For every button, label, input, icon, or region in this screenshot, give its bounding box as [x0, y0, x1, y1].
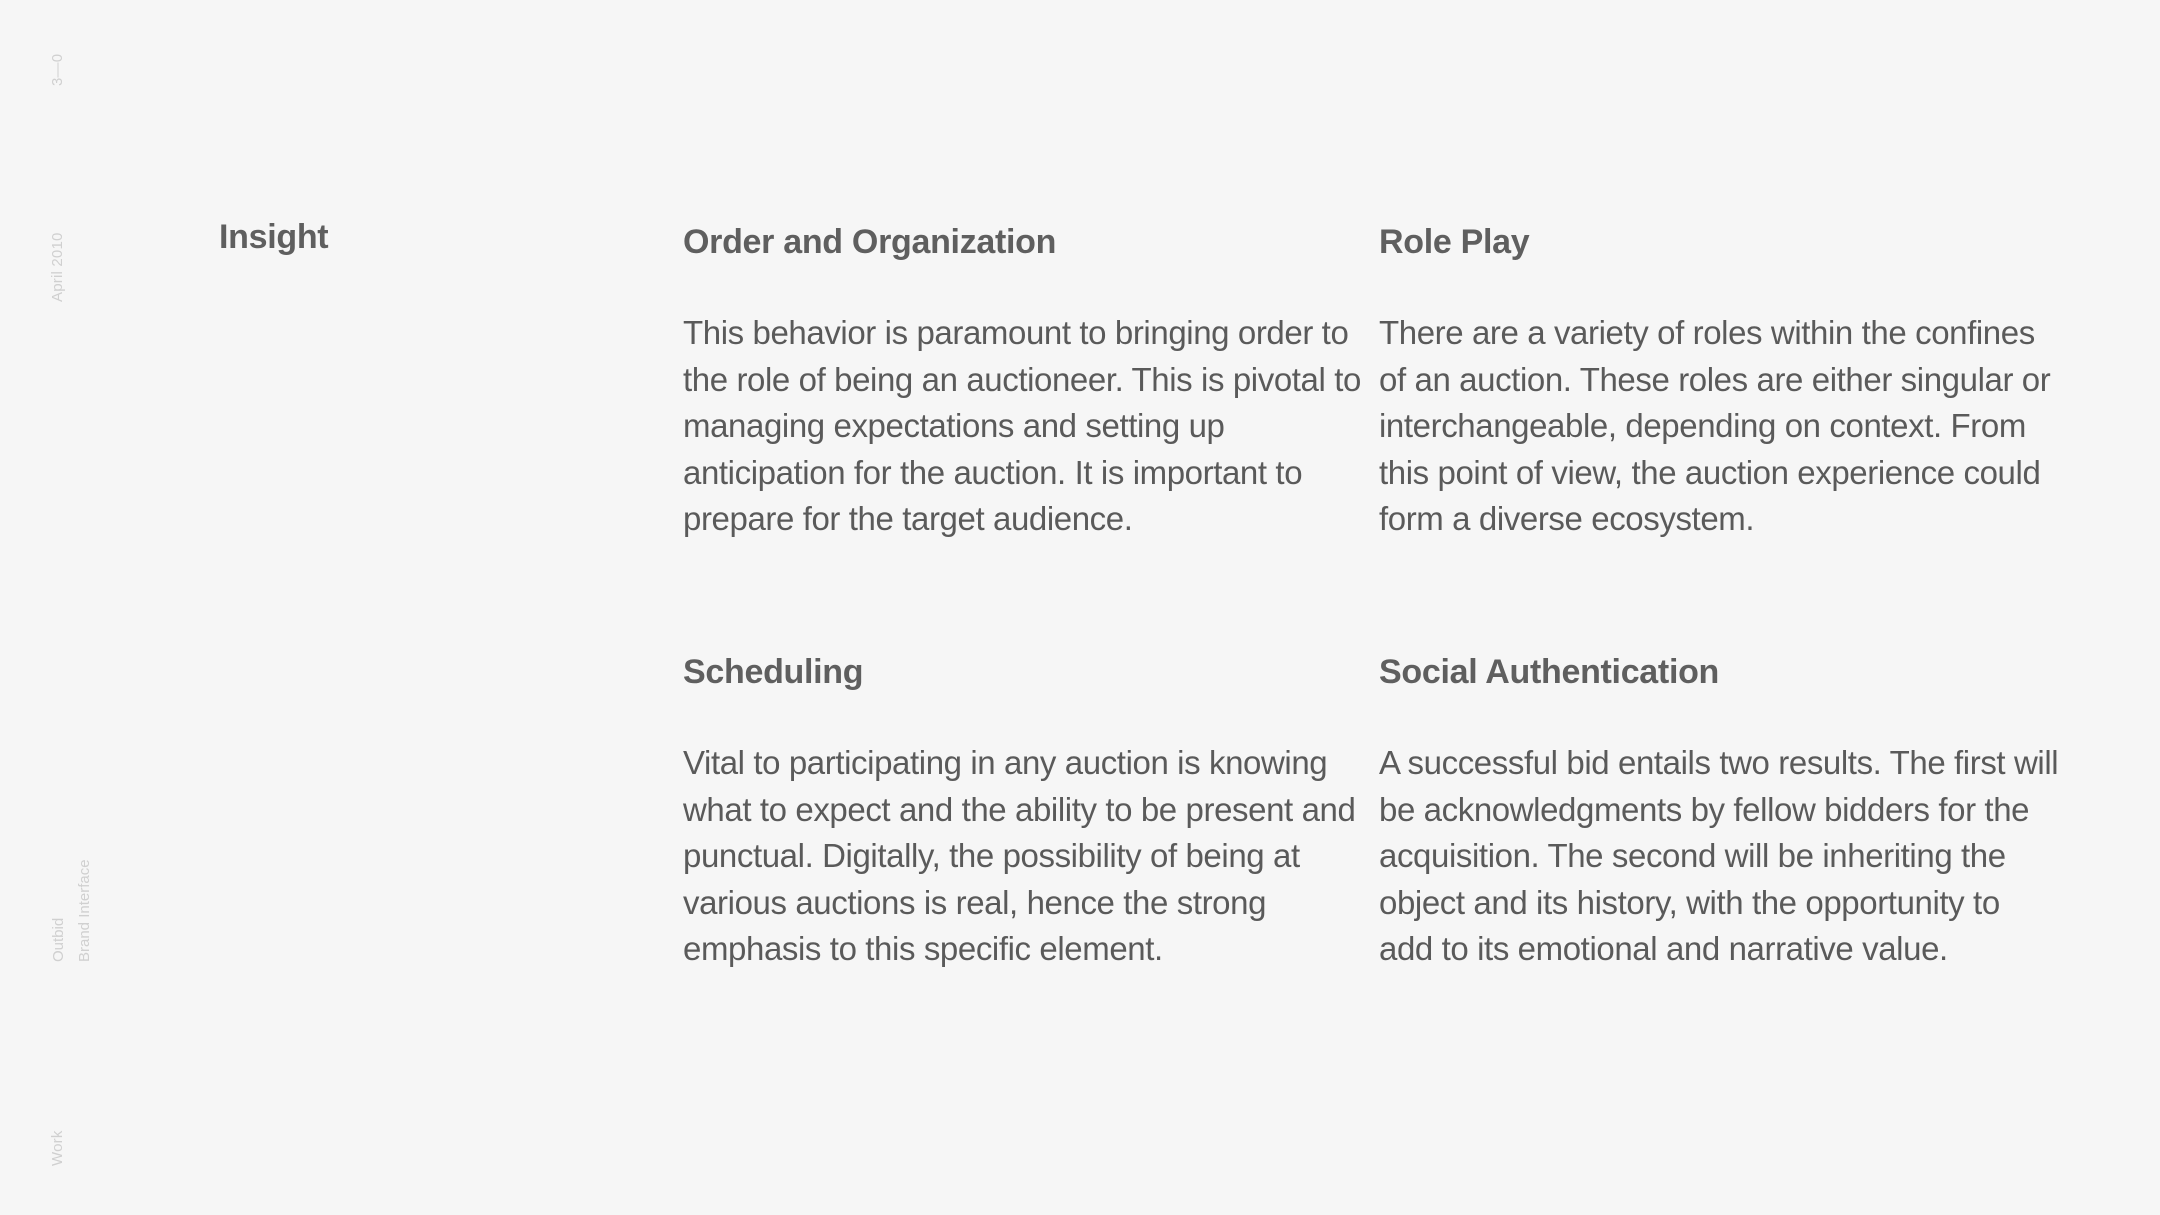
insight-block-scheduling [683, 648, 1363, 973]
date-label: April 2010 [49, 232, 66, 302]
project-name: Outbid [50, 917, 67, 962]
block-body: Vital to participating in any auction is knowing what to expect and the ability to be present and punctual. Digitally, the possibility of being at various auctions is real, hence the strong emphasis to this specific element. [683, 744, 1356, 967]
category-label: Work [49, 1130, 66, 1166]
block-body: A successful bid entails two results. The first will be acknowledgments by fellow bidders for the acquisition. The second will be inheriting the object and its history, with the opportunity to add to its emotional and narrative value. [1379, 744, 2059, 967]
block-heading: Social Authentication [1379, 653, 1720, 691]
block-heading: Order and Organization [683, 223, 1057, 261]
block-heading: Scheduling [683, 653, 864, 691]
section-title: Insight [219, 218, 329, 256]
block-body: There are a variety of roles within the confines of an auction. These roles are either singular or interchangeable, depending on context. From this point of view, the auction experience could form a diverse ecosystem. [1379, 314, 2051, 537]
insight-block-social-authentication [1379, 648, 2059, 973]
project-label-group [46, 859, 98, 962]
insight-block-order [683, 218, 1363, 543]
page-number: 3—0 [49, 53, 66, 86]
insight-block-role-play [1379, 218, 2059, 543]
block-heading: Role Play [1379, 223, 1530, 261]
project-subtitle: Brand Interface [76, 859, 93, 962]
block-body: This behavior is paramount to bringing order to the role of being an auctioneer. This is pivotal to managing expectations and setting up anticipation for the auction. It is important to prepare for the target audience. [683, 314, 1361, 537]
